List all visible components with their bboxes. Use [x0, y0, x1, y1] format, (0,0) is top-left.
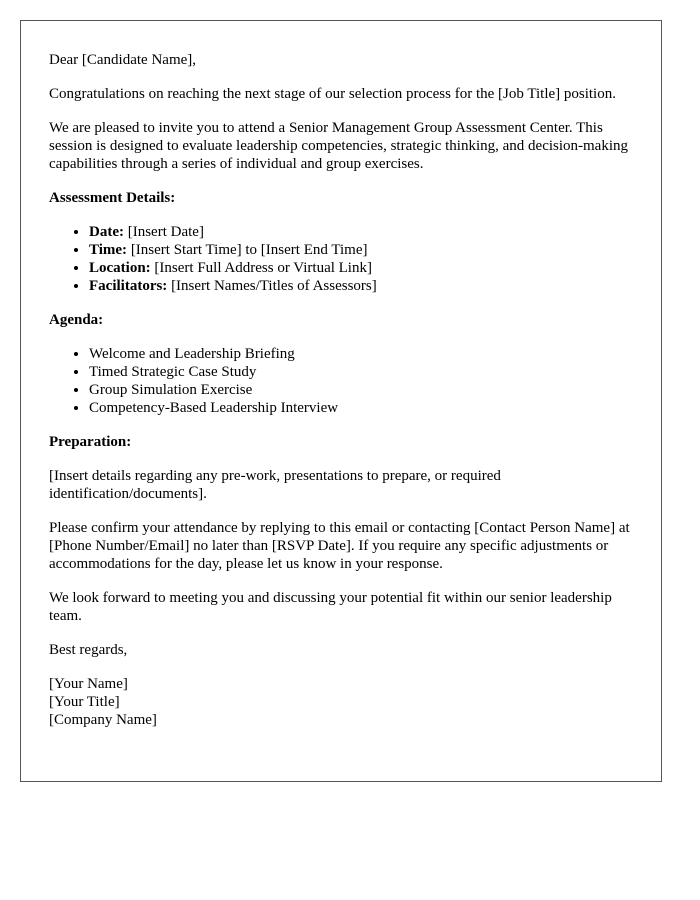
preparation-paragraph: [Insert details regarding any pre-work, presentations to prepare, or required identification/documents]. — [49, 468, 501, 502]
agenda-item: • Group Simulation Exercise — [89, 381, 633, 399]
detail-item-facilitators — [89, 277, 633, 295]
closing-paragraph: We look forward to meeting you and discussing your potential fit within our senior leadership team. — [49, 590, 612, 624]
detail-value: [Insert Start Time] to [Insert End Time] — [127, 242, 368, 258]
agenda-heading: Agenda: — [49, 312, 104, 328]
detail-item-location — [89, 259, 633, 277]
signature-title: [Your Title] — [49, 694, 120, 710]
detail-value: [Insert Full Address or Virtual Link] — [150, 260, 372, 276]
agenda-item: • Competency-Based Leadership Interview — [89, 399, 633, 417]
detail-value: [Insert Names/Titles of Assessors] — [167, 278, 377, 294]
sign-off: Best regards, — [49, 642, 128, 658]
detail-label: Time: — [89, 242, 128, 258]
intro-paragraph: Congratulations on reaching the next stage of our selection process for the [Job Title] position. — [49, 86, 616, 102]
signature-company: [Company Name] — [49, 712, 157, 728]
detail-value: [Insert Date] — [123, 224, 204, 240]
preparation-heading: Preparation: — [49, 434, 132, 450]
invitation-paragraph: We are pleased to invite you to attend a Senior Management Group Assessment Center. This session is designed to evaluate leadership competencies, strategic thinking, and decision-making capabilities through a series of individual and group exercises. — [49, 120, 629, 172]
agenda-list — [49, 345, 633, 417]
agenda-item: • Timed Strategic Case Study — [89, 363, 633, 381]
details-heading: Assessment Details: — [49, 190, 176, 206]
salutation: Dear [Candidate Name], — [49, 52, 197, 68]
letter — [20, 20, 662, 782]
signature-block — [49, 675, 633, 729]
detail-label: Facilitators: — [89, 278, 168, 294]
agenda-item: • Welcome and Leadership Briefing — [89, 345, 633, 363]
detail-item-time — [89, 241, 633, 259]
detail-label: Date: — [89, 224, 124, 240]
details-list — [49, 223, 633, 295]
detail-label: Location: — [89, 260, 151, 276]
confirm-paragraph: Please confirm your attendance by replying to this email or contacting [Contact Person Name] at [Phone Number/Email] no later than [RSVP Date]. If you require any specific adjustments or accommodations for the day, please let us know in your response. — [49, 520, 630, 572]
signature-name: [Your Name] — [49, 676, 128, 692]
detail-item-date — [89, 223, 633, 241]
